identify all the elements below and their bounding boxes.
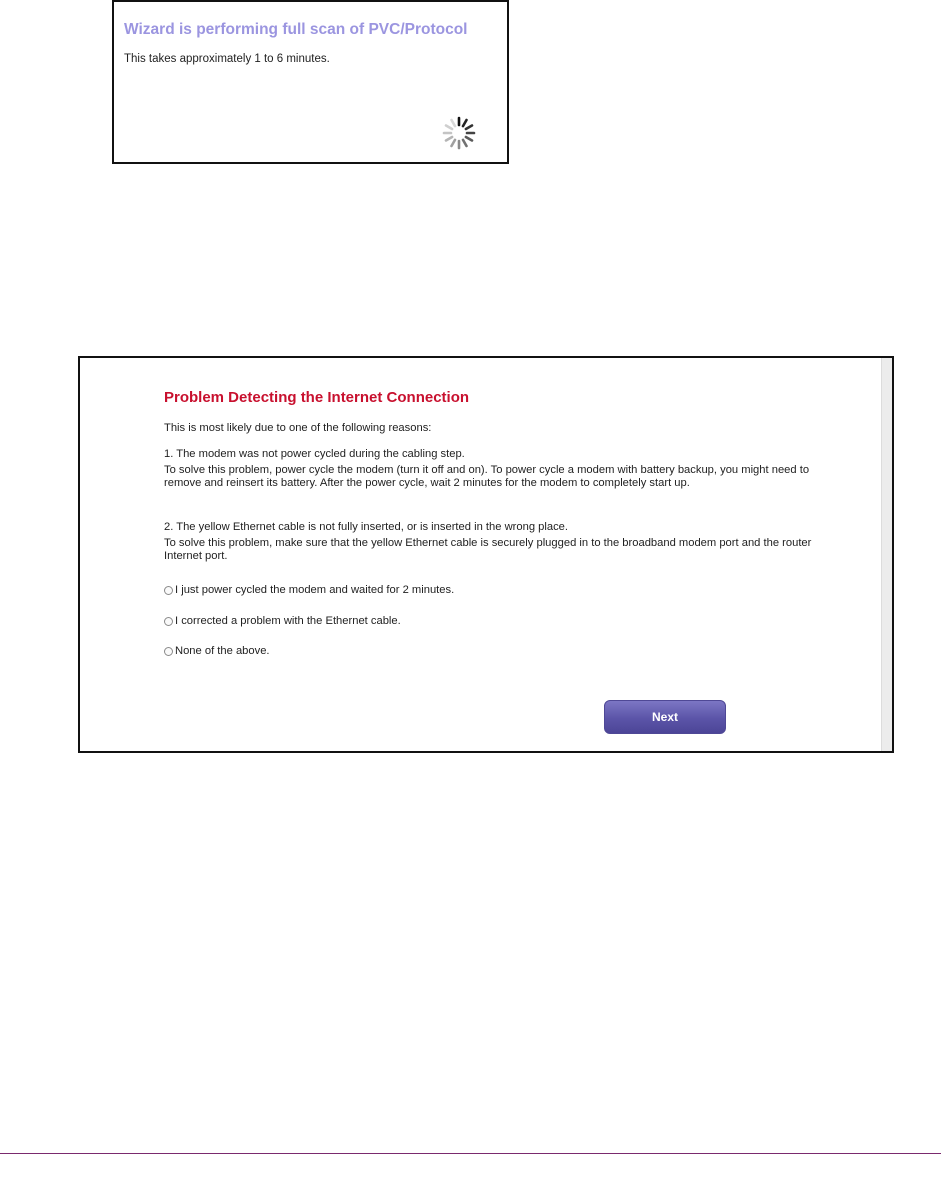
radio-button[interactable] xyxy=(164,586,173,595)
scan-dialog-title: Wizard is performing full scan of PVC/Protocol xyxy=(124,21,468,38)
reason-2-heading: 2. The yellow Ethernet cable is not fully inserted, or is inserted in the wrong place. xyxy=(164,521,569,533)
option-label: None of the above. xyxy=(175,645,270,657)
radio-button[interactable] xyxy=(164,617,173,626)
problem-dialog-title: Problem Detecting the Internet Connection xyxy=(164,389,470,406)
scan-dialog-message: This takes approximately 1 to 6 minutes. xyxy=(124,53,330,65)
reason-1-heading: 1. The modem was not power cycled during the cabling step. xyxy=(164,448,465,460)
option-power-cycled[interactable] xyxy=(164,584,454,596)
option-none[interactable] xyxy=(164,645,270,657)
scrollbar-track[interactable] xyxy=(881,358,892,751)
option-ethernet-corrected[interactable] xyxy=(164,615,401,627)
next-button[interactable]: Next xyxy=(604,700,726,734)
radio-button[interactable] xyxy=(164,647,173,656)
problem-dialog xyxy=(78,356,894,753)
reason-1-text: To solve this problem, power cycle the modem (turn it off and on). To power cycle a modem with battery backup, you might need to remove and reinsert its battery. After the power cycle, wait 2 minutes for the modem to completely start up. xyxy=(164,464,810,489)
reason-2-text: To solve this problem, make sure that the yellow Ethernet cable is securely plugged in to the broadband modem port and the router Internet port. xyxy=(164,537,812,562)
option-label: I just power cycled the modem and waited for 2 minutes. xyxy=(175,584,455,596)
loading-spinner-icon xyxy=(440,114,478,152)
scan-dialog xyxy=(112,0,509,164)
option-label: I corrected a problem with the Ethernet cable. xyxy=(175,615,401,627)
footer-divider xyxy=(0,1153,941,1154)
problem-intro: This is most likely due to one of the following reasons: xyxy=(164,422,432,434)
